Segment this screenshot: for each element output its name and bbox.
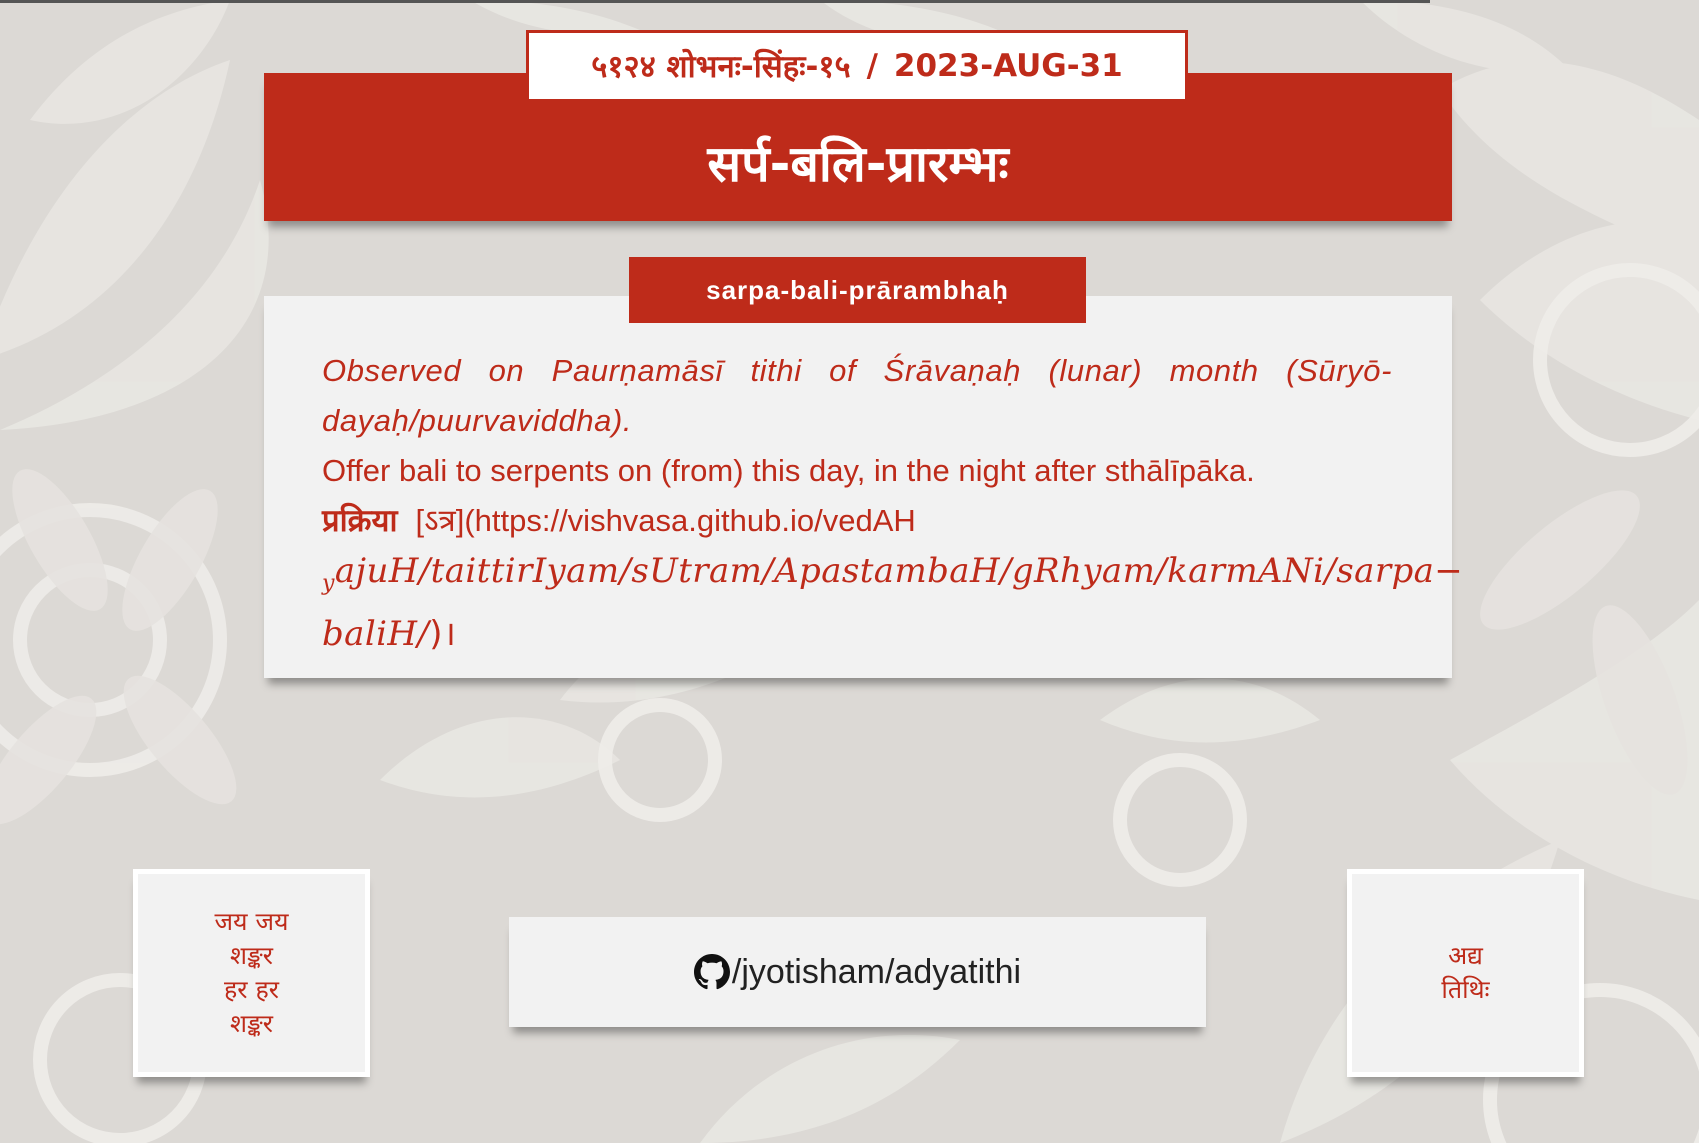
page-title: सर्प-बलि-प्रारम्भः: [707, 135, 1009, 193]
jaya-line-3: हर हर: [224, 975, 279, 1004]
jaya-line-4: शङ्कर: [229, 1009, 274, 1038]
observance-line-1: Observed on Paurṇamāsī tithi of Śrāvaṇaḥ (lunar) month (Sūryō-: [322, 353, 1392, 388]
observance-line-2: dayaḥ/puurvaviddha).: [322, 403, 633, 438]
procedure-label: प्रक्रिया: [322, 503, 398, 539]
adya-tithi-box[interactable]: [1347, 869, 1584, 1077]
jaya-line-1: जय जय: [214, 907, 289, 936]
procedure-path-line-2: [322, 609, 1392, 659]
date-code: ५१२४ शोभनः-सिंहः-१५: [591, 49, 851, 85]
procedure-line: [322, 496, 1392, 546]
closing-danda: )।: [429, 613, 457, 654]
date-separator: /: [866, 48, 878, 84]
content-body: [322, 346, 1464, 659]
offer-text: Offer bali to serpents on (from) this day, in the night after sthālīpāka.: [322, 453, 1255, 488]
procedure-path-subscript: y: [322, 570, 335, 596]
observance-note: [322, 346, 1392, 446]
gregorian-date: 2023-AUG-31: [893, 48, 1123, 84]
adya-line-1: अद्य: [1448, 941, 1483, 970]
subtitle-tab: sarpa-bali-prārambhaḥ: [629, 257, 1086, 323]
date-tab: [526, 30, 1188, 102]
procedure-path-line-1: [322, 546, 1464, 609]
procedure-path-text-2: baliH/: [322, 613, 430, 654]
procedure-link[interactable]: [ऽत्र](https://vishvasa.github.io/vedAH: [415, 503, 916, 538]
github-path: /jyotisham/adyatithi: [731, 952, 1022, 991]
adya-line-2: तिथिः: [1441, 975, 1490, 1004]
top-divider-line: [0, 0, 1430, 3]
jaya-shankara-box[interactable]: [133, 869, 370, 1077]
github-icon: [694, 954, 730, 990]
github-link-box[interactable]: [509, 917, 1206, 1027]
jaya-line-2: शङ्कर: [229, 941, 274, 970]
procedure-path-text-1: ajuH/taittirIyam/sUtram/ApastambaH/gRhyam/karmANi/sarpa−: [334, 551, 1464, 591]
